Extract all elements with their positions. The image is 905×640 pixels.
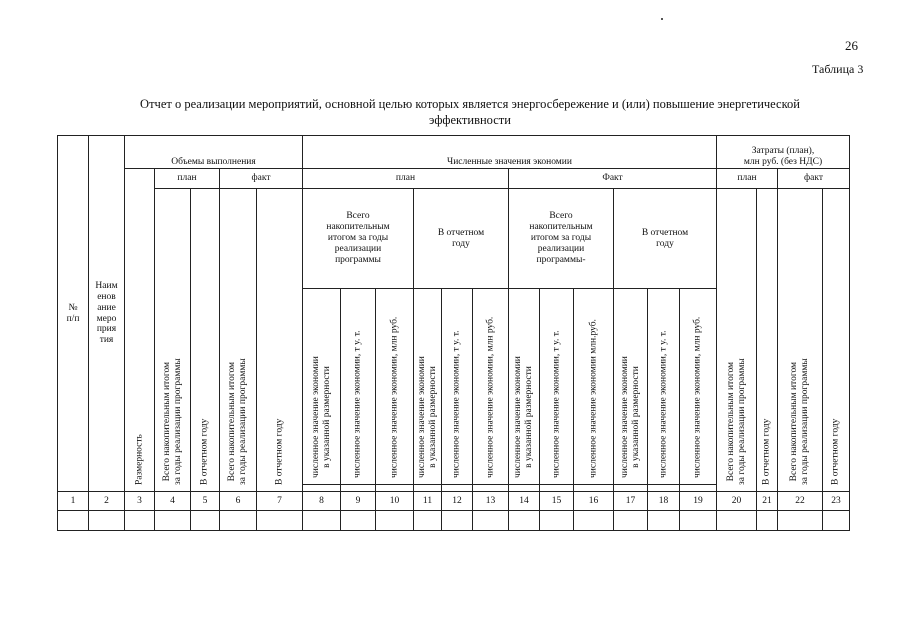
savings-fact-header: Факт: [509, 169, 717, 189]
savings-fact-cur-tut: численное значение экономии, т у. т.: [648, 289, 680, 485]
savings-header: Численные значения экономии: [303, 136, 717, 169]
column-number: 23: [823, 492, 850, 511]
volume-fact-cumulative: Всего накопительным итогом за годы реализации программы: [220, 189, 257, 492]
cost-plan-current: В отчетном году: [757, 189, 778, 492]
column-numbers-row: [58, 492, 850, 511]
column-number: 6: [220, 492, 257, 511]
column-number: 4: [155, 492, 191, 511]
column-number: 14: [509, 492, 540, 511]
savings-fact-current: В отчетном году: [614, 189, 717, 289]
column-number: 18: [648, 492, 680, 511]
savings-plan-cum-dimension: численное значение экономии в указанной размерности: [303, 289, 341, 485]
column-number: 2: [89, 492, 125, 511]
column-number: 20: [717, 492, 757, 511]
report-table: [57, 135, 850, 531]
column-number: 10: [376, 492, 414, 511]
volume-fact-header: факт: [220, 169, 303, 189]
col-name-header: Наим енов ание меро прия тия: [89, 136, 125, 492]
column-number: 7: [257, 492, 303, 511]
column-number: 13: [473, 492, 509, 511]
column-number: 16: [574, 492, 614, 511]
savings-fact-cum-dimension: численное значение экономии в указанной размерности: [509, 289, 540, 485]
volume-fact-current: В отчетном году: [257, 189, 303, 492]
savings-fact-cur-dimension: численное значение экономии в указанной размерности: [614, 289, 648, 485]
column-number: 11: [414, 492, 442, 511]
volume-plan-current: В отчетном году: [191, 189, 220, 492]
volume-plan-header: план: [155, 169, 220, 189]
scan-speck: [661, 18, 663, 20]
column-number: 9: [341, 492, 376, 511]
cost-fact-current: В отчетном году: [823, 189, 850, 492]
column-number: 21: [757, 492, 778, 511]
savings-fact-cur-rub: численное значение экономии, млн руб.: [680, 289, 717, 485]
dimension-header: Размерность: [125, 169, 155, 492]
cost-plan-header: план: [717, 169, 778, 189]
savings-plan-current: В отчетном году: [414, 189, 509, 289]
cost-fact-header: факт: [778, 169, 850, 189]
savings-plan-cur-rub: численное значение экономии, млн руб.: [473, 289, 509, 485]
cost-fact-cumulative: Всего накопительным итогом за годы реализации программы: [778, 189, 823, 492]
column-number: 22: [778, 492, 823, 511]
savings-plan-cumulative: Всего накопительным итогом за годы реализации программы: [303, 189, 414, 289]
column-number: 12: [442, 492, 473, 511]
savings-fact-cum-tut: численное значение экономии, т у. т.: [540, 289, 574, 485]
savings-plan-cum-tut: численное значение экономии, т у. т.: [341, 289, 376, 485]
column-number: 19: [680, 492, 717, 511]
column-number: 1: [58, 492, 89, 511]
column-number: 15: [540, 492, 574, 511]
savings-plan-header: план: [303, 169, 509, 189]
column-number: 17: [614, 492, 648, 511]
cost-plan-cumulative: Всего накопительным итогом за годы реализации программы: [717, 189, 757, 492]
table-label: Таблица 3: [812, 62, 864, 76]
document-title: Отчет о реализации мероприятий, основной целью которых является энергосбережение и (или) повышение энергетической эффективности: [140, 97, 800, 127]
table-row: [58, 511, 850, 531]
savings-plan-cur-dimension: численное значение экономии в указанной размерности: [414, 289, 442, 485]
column-number: 8: [303, 492, 341, 511]
costs-header: Затраты (план), млн руб. (без НДС): [717, 136, 850, 169]
savings-fact-cum-rub: численное значение экономии млн.руб.: [574, 289, 614, 485]
savings-plan-cum-rub: численное значение экономии, млн руб.: [376, 289, 414, 485]
volumes-header: Объемы выполнения: [125, 136, 303, 169]
savings-fact-cumulative: Всего накопительным итогом за годы реализации программы-: [509, 189, 614, 289]
savings-plan-cur-tut: численное значение экономии, т у. т.: [442, 289, 473, 485]
volume-plan-cumulative: Всего накопительным итогом за годы реализации программы: [155, 189, 191, 492]
page-number: 26: [845, 38, 858, 53]
column-number: 5: [191, 492, 220, 511]
col-num-header: № п/п: [58, 136, 89, 492]
column-number: 3: [125, 492, 155, 511]
